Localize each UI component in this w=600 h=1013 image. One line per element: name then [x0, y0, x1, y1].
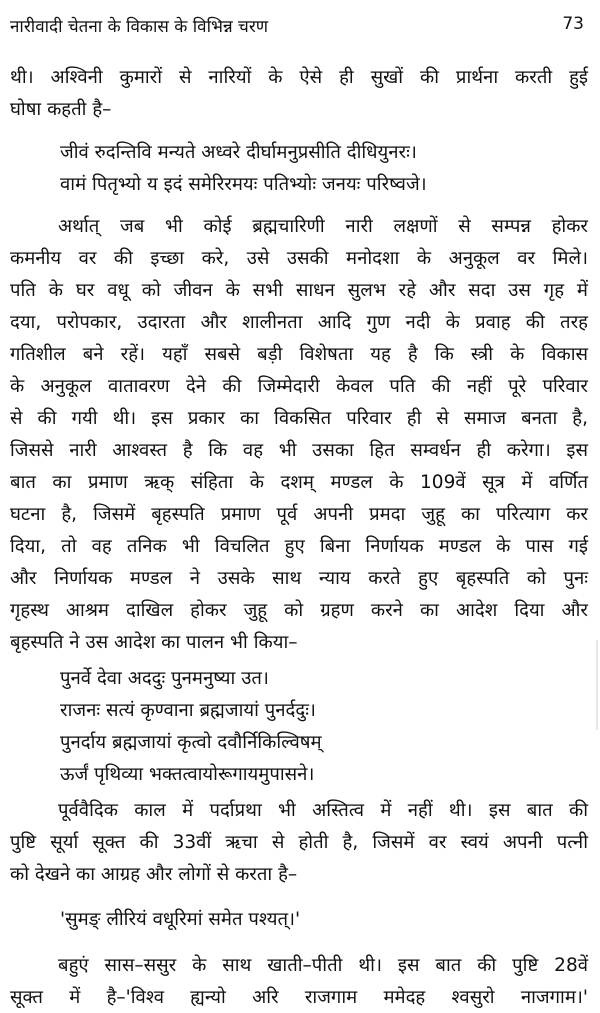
text-line: और निर्णायक मण्डल ने उसके साथ न्याय करते हुए बृहस्पति को पुनः	[10, 568, 588, 589]
text-line: पति के घर वधू को जीवन के सभी साधन सुलभ रहे और सदा उस गृह में	[10, 280, 588, 301]
text-line: पुष्टि सूर्या सूक्त की 33वीं ऋचा से होती है, जिसमें वर स्वयं अपनी पत्नी	[10, 832, 588, 853]
text-line: थी। अश्विनी कुमारों से नारियों के ऐसे ही सुखों की प्रार्थना करती हुई	[10, 67, 588, 88]
text-line: के अनुकूल वातावरण देने की जिम्मेदारी केवल पति की नहीं पूरे परिवार	[10, 376, 588, 397]
paragraph-intro	[10, 62, 588, 126]
text-line: गृहस्थ आश्रम दाखिल होकर जुहू को ग्रहण करने का आदेश दिया और	[10, 600, 588, 621]
paragraph-final	[10, 950, 588, 1013]
text-line: सूक्त में है–'विश्व ह्यन्यो अरि राजगाम ममेदह श्वसुरो नाजगाम।'	[10, 987, 588, 1008]
text-line: से की गयी थी। इस प्रकार का विकसित परिवार ही से समाज बनता है,	[10, 408, 588, 429]
text-line: बृहस्पति ने उस आदेश का पालन भी किया–	[10, 632, 298, 653]
quote-line: 'सुमङ् लीरियं वधूरिमां समेत पश्यत्।'	[60, 909, 301, 930]
text-line: पूर्ववैदिक काल में पर्दाप्रथा भी अस्तित्व में नहीं थी। इस बात की	[58, 800, 588, 821]
verse-line: जीवं रुदन्तिवि मन्यते अध्वरे दीर्घामनुप्रसीति दीधियुनरः।	[60, 142, 417, 163]
text-line: दिया, तो वह तनिक भी विचलित हुए बिना निर्णायक मण्डल के पास गई	[10, 536, 588, 557]
verse-2	[60, 663, 322, 791]
text-line: दया, परोपकार, उदारता और शालीनता आदि गुण नदी के प्रवाह की तरह	[10, 312, 588, 333]
text-line: अर्थात् जब भी कोई ब्रह्मचारिणी नारी लक्षणों से सम्पन्न होकर	[58, 216, 588, 237]
verse-line: राजनः सत्यं कृण्वाना ब्रह्मजायां पुनर्ददुः।	[60, 700, 316, 721]
text-line: गतिशील बने रहें। यहाँ सबसे बड़ी विशेषता यह है कि स्त्री के विकास	[10, 344, 588, 365]
running-title: नारीवादी चेतना के विकास के विभिन्न चरण	[10, 17, 269, 37]
text-line: घटना है, जिसमें बृहस्पति प्रमाण पूर्व अपनी प्रमदा जुहू का परित्याग कर	[10, 504, 588, 525]
text-line: बहुएं सास–ससुर के साथ खाती–पीती थी। इस बात की पुष्टि 28वें	[58, 955, 588, 976]
verse-line: वामं पितृभ्यो य इदं समेरिरमयः पतिभ्योः जनयः परिष्वजे।	[60, 174, 427, 195]
verse-line: पुनर्वे देवा अददुः पुनमनुष्या उत।	[60, 668, 269, 689]
paragraph-vedic	[10, 795, 588, 891]
text-line: कमनीय वर की इच्छा करे, उसे उसकी मनोदशा के अनुकूल वर मिले।	[10, 248, 588, 269]
page-number: 73	[562, 14, 584, 34]
scan-edge-shadow	[596, 640, 598, 730]
text-line: जिससे नारी आश्वस्त है कि वह भी उसका हित सम्वर्धन ही करेगा। इस	[10, 440, 588, 461]
quote	[60, 904, 300, 936]
paragraph-main	[10, 211, 588, 659]
text-line: को देखने का आग्रह और लोगों से करता है–	[10, 864, 298, 885]
text-line: बात का प्रमाण ऋक् संहिता के दशम् मण्डल के 109वें सूत्र में वर्णित	[10, 472, 588, 493]
page-header	[10, 14, 584, 40]
verse-line: ऊर्जं पृथिव्या भक्तत्वायोरूगायमुपासने।	[60, 764, 315, 785]
verse-1	[60, 137, 427, 201]
verse-line: पुनर्दाय ब्रह्मजायां कृत्वो दवौर्निकिल्विषम्	[60, 732, 322, 753]
text-line: घोषा कहती है–	[10, 99, 112, 120]
